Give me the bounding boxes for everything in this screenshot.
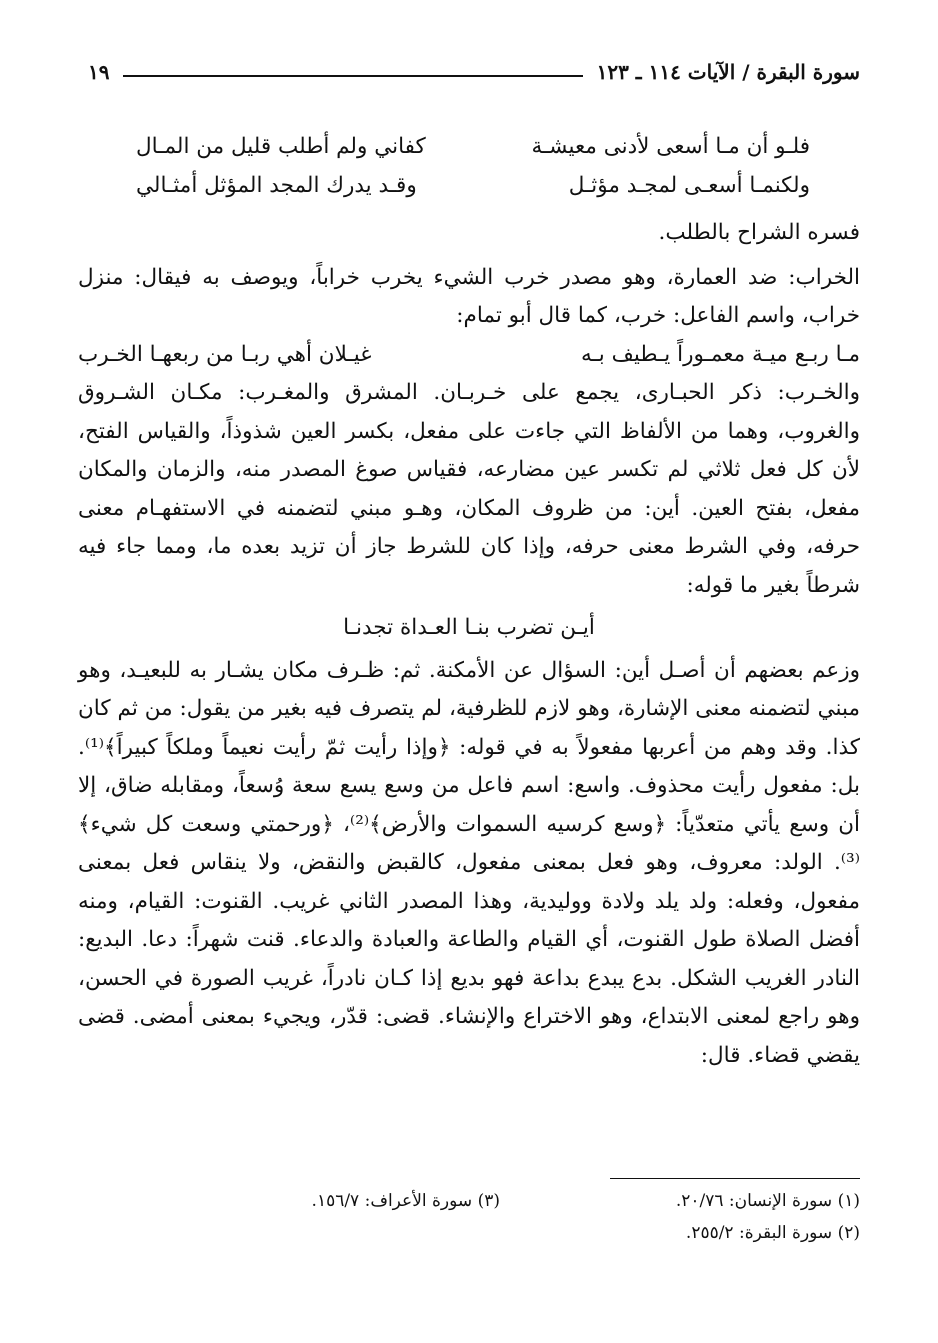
main-text — [78, 128, 860, 1075]
paragraph: وزعم بعضهم أن أصـل أين: السؤال عن الأمكنة. ثم: ظـرف مكان يشـار به للبعيـد، وهو مبني لتضمنه معنى الإشارة، وهو لازم للظرفية، لم يتصرف فيه بغير من يقول: من ثم كان كذا. وقد وهم من أعربها مفعولاً به في قوله: ﴿وإذا رأيت ثمّ رأيت نعيماً وملكاً كبيراً﴾⁽¹⁾. بل: مفعول رأيت محذوف. واسع: اسم فاعل من وسع يسع سعة وُسعاً، ومقابله ضاق، إلا أن وسع يأتي متعدّياً: ﴿وسع كرسيه السموات والأرض﴾⁽²⁾، ﴿ورحمتي وسعت كل شيء﴾⁽³⁾. الولد: معروف، وهو فعل بمعنى مفعول، كالقبض والنقض، ولا ينقاس فعل بمعنى مفعول، وفعله: ولد يلد ولادة ووليدية، وهذا المصدر الثاني غريب. القنوت: القيام، ومنه أفضل الصلاة طول القنوت، أي القيام والطاعة والعبادة والدعاء. قنت شهراً: دعا. البديع: النادر الغريب الشكل. بدع يبدع بداعة فهو بديع إذا كـان نادراً، غريب الصورة في الحسن، وهو راجع لمعنى الابتداع، وهو الاختراع والإنشاء. قضى: قدّر، ويجيء بمعنى أمضى. قضى يقضي قضاء. قال: — [78, 657, 860, 1068]
footnote-rule — [610, 1178, 860, 1179]
verse-hemistich-right: ولكنمـا أسعـى لمجـد مؤثـل — [568, 172, 810, 198]
header-rule — [123, 75, 582, 77]
verse-hemistich-left: وقـد يدرك المجد المؤثل أمثـالي — [136, 172, 417, 198]
footnote-1: (١) سورة الإنسان: ٢٠/٧٦. — [675, 1191, 860, 1211]
footnote-2: (٢) سورة البقرة: ٢٥٥/٢. — [685, 1223, 860, 1243]
paragraph: فسره الشراح بالطلب. — [658, 220, 860, 245]
footnote-row — [78, 1185, 860, 1217]
paragraph: الخراب: ضد العمارة، وهو مصدر خرب الشيء يخرب خراباً، ويوصف به فيقال: منزل خراب، واسم الفاعل: خرب، كما قال أبو تمام: — [78, 264, 860, 328]
footnotes — [78, 1178, 860, 1249]
page-number: ١٩ — [88, 60, 110, 84]
running-header — [88, 54, 860, 90]
verse-line-centered: أيـن تضرب بنـا العـداة تجدنـا — [343, 615, 595, 640]
verse-line — [78, 167, 860, 206]
verse-hemistich-right: مـا ربـع ميـة معمـوراً يـطيف بـه — [580, 341, 860, 367]
header-title: سورة البقرة / الآيات ١١٤ ـ ١٢٣ — [596, 60, 860, 84]
verse-hemistich-left: غيـلان أهي ربـا من ربعهـا الخـرب — [78, 341, 372, 367]
verse-line — [78, 336, 860, 375]
verse-hemistich-left: كفاني ولم أطلب قليل من المـال — [136, 134, 426, 159]
paragraph: والخـرب: ذكر الحبـارى، يجمع على خـربـان. المشرق والمغـرب: مكـان الشـروق والغروب، وهما من الألفاظ التي جاءت على مفعل، بكسر العين شذوذاً، والقياس الفتح، لأن كل فعل ثلاثي لم تكسر عين مضارعه، فقياس صوغ المصدر منه، والزمان والمكان مفعل، بفتح العين. أين: من ظروف المكان، وهـو مبني لتضمنه في الاستفهـام معنى حرفه، وفي الشرط معنى حرفه، وإذا كان للشرط جاز أن تزيد بعده ما، ومما جاء فيه شرطاً بغير ما قوله: — [78, 380, 860, 598]
verse-line — [78, 128, 860, 167]
footnote-row — [78, 1217, 860, 1249]
verse-hemistich-right: فلـو أن مـا أسعى لأدنى معيشـة — [531, 134, 810, 159]
footnote-3: (٣) سورة الأعراف: ١٥٦/٧. — [311, 1191, 500, 1211]
